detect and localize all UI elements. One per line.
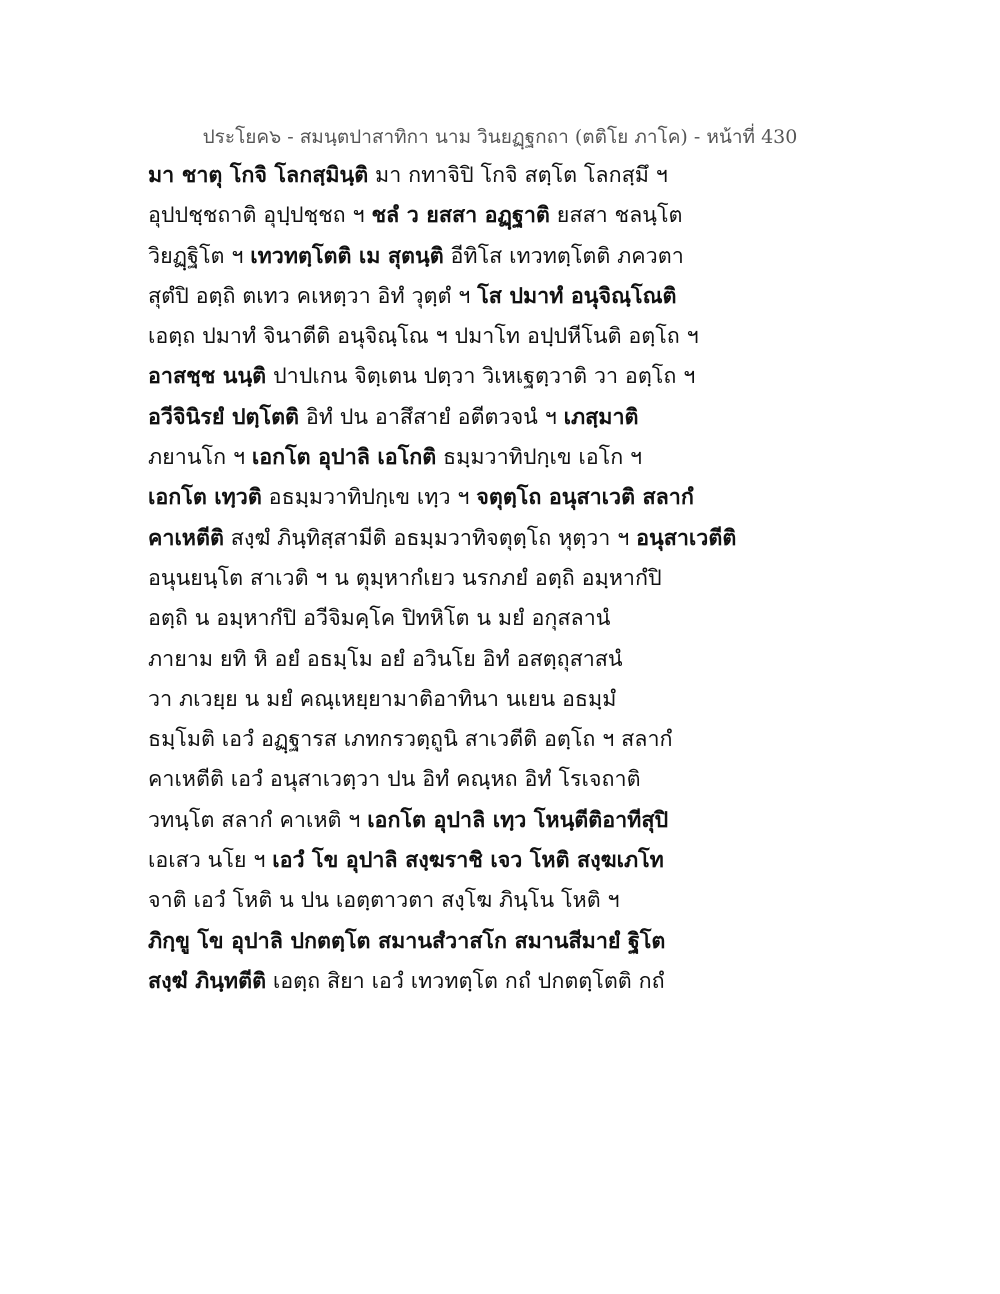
text-line [148, 680, 868, 720]
text-line [148, 559, 868, 599]
text-line [148, 801, 868, 841]
text-line [148, 196, 868, 236]
text-segment: สงฺฆํ ภินฺทิสฺสามีติ อธมฺมวาทิจตุตฺโถ หุตฺวา ฯ [223, 525, 637, 551]
bold-term: เอกโต อุปาลิ เอโกติ [251, 445, 437, 471]
bold-term: โส ปมาทํ อนุจิณฺโณติ [477, 283, 677, 309]
text-line [148, 922, 868, 962]
text-segment: ภายาม ยทิ หิ อยํ อธมฺโม อยํ อวินโย อิทํ อสตฺถุสาสนํ [148, 646, 623, 672]
bold-term: คาเหตีติ [148, 525, 224, 551]
text-segment: คาเหตีติ เอวํ อนุสาเวตฺวา ปน อิทํ คณฺหถ อิทํ โรเจถาติ [148, 767, 641, 793]
text-line [148, 317, 868, 357]
text-line [148, 760, 868, 800]
text-line [148, 519, 868, 559]
text-line [148, 478, 868, 518]
text-line [148, 640, 868, 680]
text-segment: ภยานโก ฯ [148, 445, 252, 471]
bold-term: สงฺฆํ ภินฺทตีติ [148, 968, 267, 994]
text-segment: วิยฏฺฐิโต ฯ [148, 243, 251, 269]
text-segment: อนุนยนฺโต สาเวติ ฯ น ตุมฺหากํเยว นรกภยํ อตฺถิ อมฺหากํปิ [148, 565, 662, 591]
text-line [148, 841, 868, 881]
text-line [148, 720, 868, 760]
text-segment: อิทํ ปน อาสึสายํ อตีตวจนํ ฯ [299, 404, 564, 430]
text-line [148, 357, 868, 397]
text-segment: อธมฺมวาทิปกฺเข เทฺว ฯ [261, 485, 477, 511]
text-line [148, 237, 868, 277]
text-segment: มา กทาจิปิ โกจิ สตฺโต โลกสฺมึ ฯ [368, 163, 668, 188]
text-segment: เอตฺถ สิยา เอวํ เทวทตฺโต กถํ ปกตตฺโตติ กถํ [266, 968, 665, 994]
bold-term: เอวํ โข อุปาลิ สงฺฆราชิ เจว โหติ สงฺฆเภโท [272, 848, 664, 874]
bold-term: อาสชฺช นนฺติ [148, 364, 267, 390]
text-segment: ธมฺมวาทิปกฺเข เอโก ฯ [436, 445, 643, 471]
text-segment: อีทิโส เทวทตฺโตติ ภควตา [443, 243, 684, 269]
page-header: ประโยค๖ - สมนฺตปาสาทิกา นาม วินยฏฺฐกถา (ตติโย ภาโค) - หน้าที่ 430 [202, 126, 798, 148]
text-line [148, 599, 868, 639]
bold-term: ภิกฺขู โข อุปาลิ ปกตตฺโต สมานสํวาสโก สมานสีมายํ ฐิโต [148, 928, 666, 954]
text-segment: ปาปเกน จิตฺเตน ปตฺวา วิเหเฐตฺวาติ วา อตฺโถ ฯ [266, 364, 696, 390]
body-text [148, 156, 868, 1002]
text-segment: สุตํปิ อตฺถิ ตเทว คเหตฺวา อิทํ วุตฺตํ ฯ [148, 283, 478, 309]
text-segment: เอเสว นโย ฯ [148, 848, 273, 874]
text-segment: เอตฺถ ปมาทํ จินาตีติ อนุจิณฺโณ ฯ ปมาโท อปฺปหีโนติ อตฺโถ ฯ [148, 324, 699, 350]
bold-term: อนุสาเวตีติ [636, 525, 737, 551]
bold-term: เอกโต อุปาลิ เทฺว โหนฺตีติอาทีสุปิ [367, 807, 669, 833]
text-line [148, 962, 868, 1002]
text-line [148, 438, 868, 478]
text-segment: ยสสา ชลนฺโต [549, 203, 683, 229]
text-segment: วทนฺโต สลากํ คาเหติ ฯ [148, 807, 368, 833]
bold-term: เทวทตฺโตติ เม สุตนฺติ [250, 243, 444, 269]
text-line [148, 277, 868, 317]
text-line [148, 881, 868, 921]
text-segment: จาติ เอวํ โหติ น ปน เอตฺตาวตา สงฺโฆ ภินฺโน โหติ ฯ [148, 888, 620, 914]
bold-term: อวีจินิรยํ ปตฺโตติ [148, 404, 299, 430]
bold-term: มา ชาตุ โกจิ โลกสฺมินฺติ [148, 163, 369, 188]
text-segment: อุปปชฺชถาติ อุปฺปชฺชถ ฯ [148, 203, 372, 229]
text-segment: อตฺถิ น อมฺหากํปิ อวีจิมคฺโค ปิทหิโต น มยํ อกุสลานํ [148, 606, 611, 632]
text-line [148, 156, 868, 196]
text-line [148, 398, 868, 438]
bold-term: เภสฺมาติ [563, 404, 639, 430]
text-segment: วา ภเวยฺย น มยํ คณฺเหยฺยามาติอาทินา นเยน อธมฺมํ [148, 686, 617, 712]
bold-term: ชลํ ว ยสสา อฏฺฐาติ [371, 203, 550, 229]
bold-term: เอกโต เทฺวติ [148, 485, 262, 511]
text-segment: ธมฺโมติ เอวํ อฏฺฐารส เภทกรวตฺถูนิ สาเวตีติ อตฺโถ ฯ สลากํ [148, 727, 673, 753]
bold-term: จตุตฺโถ อนุสาเวติ สลากํ [476, 485, 694, 511]
